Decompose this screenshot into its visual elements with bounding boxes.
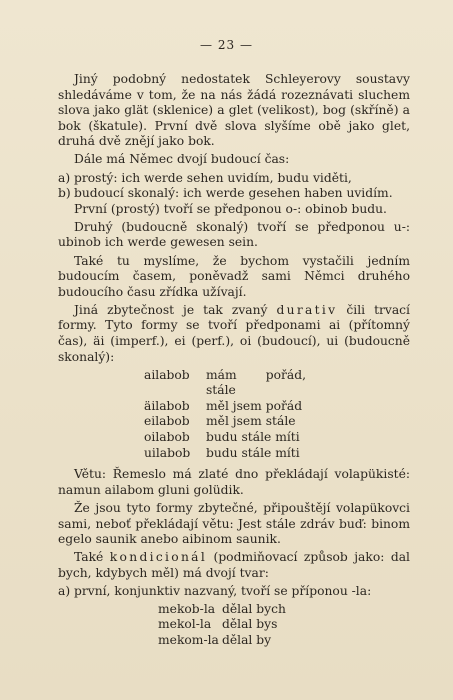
text-run: čili trvací formy. Tyto formy se tvoří předponami ai (přítomný čas), äi (imperf.), ei (perf.), oi (budoucí), ui (budoucně skonalý): (58, 302, 410, 364)
text-run: (podmiňovací způsob jako: dal bych, kdybych měl) má dvojí tvar: (58, 550, 410, 580)
durativ-table (58, 368, 410, 462)
table-row (58, 446, 410, 462)
list-item (58, 186, 410, 202)
meaning-cell: budu stále míti (206, 430, 300, 445)
table-row (58, 368, 410, 399)
form-cell: mekom-la (158, 632, 219, 647)
table-row (58, 602, 410, 618)
kondicional-table (58, 602, 410, 649)
list-marker: b) (58, 186, 71, 201)
page-body (58, 72, 410, 654)
table-row (58, 430, 410, 446)
meaning-cell: dělal bys (222, 617, 278, 632)
list-item-text: prostý: ich werde sehen uvidím, budu viděti, (74, 170, 352, 185)
table-row (58, 617, 410, 633)
text-run: Jiná zbytečnost je tak zvaný (74, 302, 268, 317)
meaning-cell: dělal bych (222, 601, 286, 616)
paragraph: Jiný podobný nedostatek Schleyerovy soustavy shledáváme v tom, že na nás žádá rozeznávati sluchem slova jako glät (sklenice) a glet (velikost), bog (skříně) a bok (škatule). První dvě slova slyšíme obě jako glet, druhá dvě znějí jako bok. (58, 72, 410, 149)
meaning-cell: mám pořád, stále (206, 367, 306, 398)
form-cell: eilabob (144, 414, 190, 429)
form-cell: mekob-la (158, 601, 216, 616)
list-item (58, 171, 410, 187)
meaning-cell: měl jsem stále (206, 414, 296, 429)
list-item-text: první, konjunktiv nazvaný, tvoří se příponou -la: (74, 583, 372, 598)
table-row (58, 399, 410, 415)
form-cell: äilabob (144, 398, 190, 413)
paragraph: Dále má Němec dvojí budoucí čas: (74, 152, 290, 167)
spaced-term: kondicionál (109, 550, 208, 565)
list-marker: a) (58, 170, 71, 185)
paragraph: Také tu myslíme, že bychom vystačili jedním budoucím časem, poněvadž sami Němci druhého budoucího času zřídka užívají. (58, 253, 410, 299)
form-cell: uilabob (144, 445, 191, 460)
meaning-cell: dělal by (222, 632, 272, 647)
paragraph (58, 303, 410, 365)
paragraph (58, 550, 410, 581)
page-number: — 23 — (200, 38, 253, 52)
form-cell: oilabob (144, 430, 190, 445)
paragraph: První (prostý) tvoří se předponou o-: obinob budu. (74, 201, 387, 216)
form-cell: mekol-la (158, 617, 212, 632)
spaced-term: durativ (276, 302, 338, 317)
meaning-cell: měl jsem pořád (206, 398, 303, 413)
table-row (58, 633, 410, 649)
paragraph: Že jsou tyto formy zbytečné, připouštějí volapükovci sami, neboť překládají větu: Jest stále zdráv buď: binom egelo saunik anebo aibinom saunik. (58, 500, 410, 547)
list-item (58, 584, 410, 600)
text-run: Také (74, 550, 104, 565)
list-marker: a) (58, 583, 71, 598)
meaning-cell: budu stále míti (206, 445, 300, 460)
table-row (58, 414, 410, 430)
form-cell: ailabob (144, 367, 190, 382)
paragraph: Druhý (budoucně skonalý) tvoří se předponou u-: ubinob ich werde gewesen sein. (58, 219, 410, 250)
paragraph: Větu: Řemeslo má zlaté dno překládají volapükisté: namun ailabom gluni golüdik. (58, 467, 410, 497)
list-item-text: budoucí skonalý: ich werde gesehen haben uvidím. (74, 186, 393, 201)
